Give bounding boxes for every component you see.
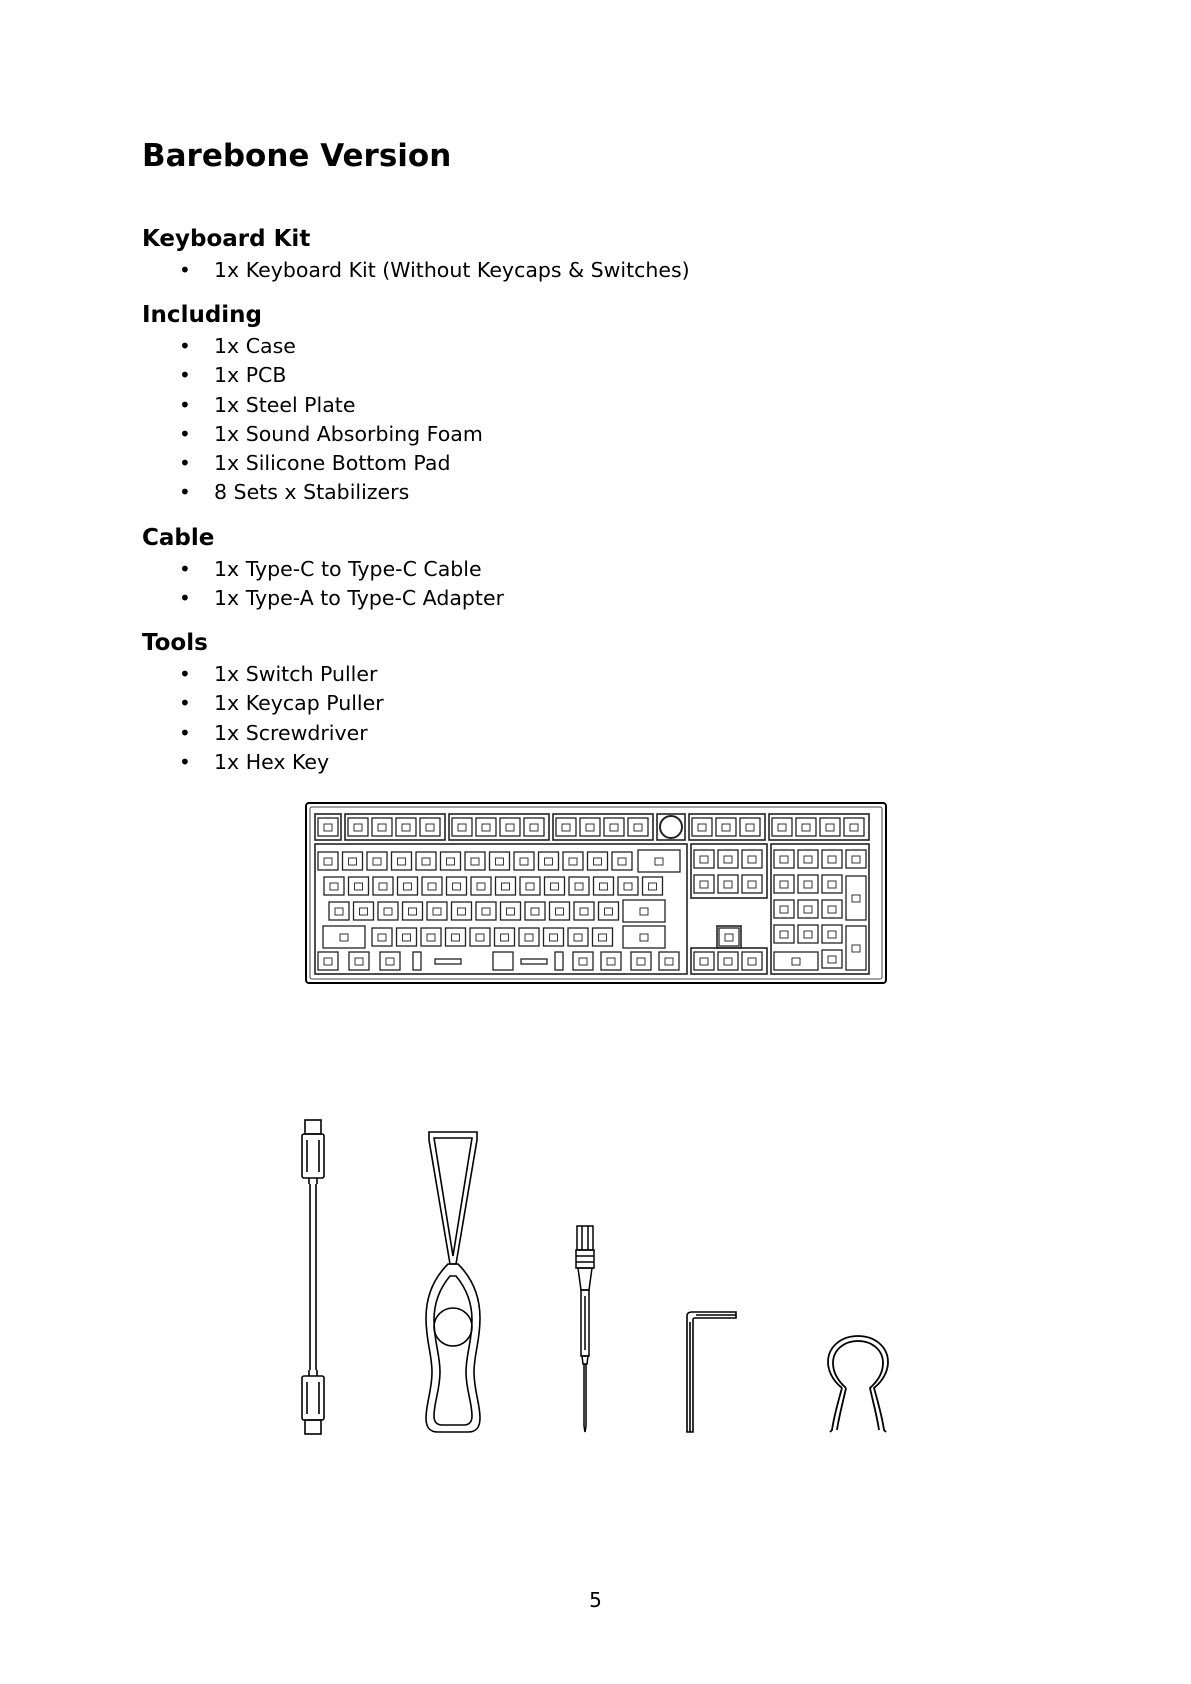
key-outline (563, 852, 583, 870)
switch-cutout (360, 908, 368, 915)
key-outline (692, 818, 712, 836)
key-outline (471, 877, 491, 895)
switch-cutout (458, 824, 466, 831)
switch-cutout (748, 881, 756, 888)
switch-cutout (506, 824, 514, 831)
key-outline (796, 818, 816, 836)
section-cable (142, 521, 504, 614)
key-outline (846, 876, 866, 920)
switch-cutout (556, 908, 564, 915)
switch-cutout (569, 858, 577, 865)
section-heading: Including (142, 302, 263, 328)
switch-cutout (698, 824, 706, 831)
switch-cutout (355, 883, 363, 890)
switch-cutout (852, 895, 860, 902)
switch-cutout (324, 958, 332, 965)
switch-cutout (852, 945, 860, 952)
space-row-outline (521, 959, 547, 964)
switch-cutout (340, 934, 348, 941)
key-outline (694, 875, 714, 893)
section-keyboard-kit (142, 222, 690, 285)
key-outline (742, 850, 762, 868)
key-outline (774, 925, 794, 943)
switch-cutout (579, 958, 587, 965)
switch-cutout (404, 883, 412, 890)
switch-cutout (476, 934, 484, 941)
switch-cutout (724, 856, 732, 863)
key-outline (716, 818, 736, 836)
key-outline (601, 952, 621, 970)
key-outline (465, 852, 485, 870)
switch-cutout (525, 934, 533, 941)
key-outline (718, 850, 738, 868)
switch-cutout (780, 931, 788, 938)
key-outline (694, 850, 714, 868)
key-outline (524, 818, 544, 836)
switch-cutout (482, 824, 490, 831)
list-item: • 1x Sound Absorbing Foam (142, 420, 483, 449)
key-outline (822, 850, 842, 868)
key-outline (420, 818, 440, 836)
section-tools (142, 626, 384, 777)
switch-cutout (562, 824, 570, 831)
key-outline (623, 926, 665, 948)
hex-key-illustration (684, 1310, 738, 1436)
switch-cutout (458, 908, 466, 915)
switch-cutout (778, 824, 786, 831)
key-outline (520, 877, 540, 895)
usb-c-cable-illustration (300, 1118, 326, 1436)
switch-cutout (402, 824, 410, 831)
key-outline (446, 928, 466, 946)
key-outline (323, 926, 365, 948)
key-outline (638, 850, 680, 872)
key-outline (612, 852, 632, 870)
key-outline (447, 877, 467, 895)
switch-cutout (551, 883, 559, 890)
key-outline (798, 900, 818, 918)
switch-cutout (545, 858, 553, 865)
key-outline (496, 877, 516, 895)
key-outline (822, 925, 842, 943)
switch-cutout (409, 908, 417, 915)
key-outline (740, 818, 760, 836)
key-outline (569, 877, 589, 895)
key-outline (774, 952, 818, 970)
switch-cutout (482, 908, 490, 915)
page-number: 5 (589, 1588, 602, 1612)
key-outline (774, 900, 794, 918)
list-item: • 1x Type-A to Type-C Adapter (142, 584, 504, 613)
key-outline (403, 902, 423, 920)
switch-cutout (624, 883, 632, 890)
switch-cutout (447, 858, 455, 865)
key-outline (421, 928, 441, 946)
item-list (142, 332, 483, 508)
keycap-puller-illustration (420, 1128, 486, 1436)
switch-cutout (531, 908, 539, 915)
screwdriver-illustration (574, 1224, 596, 1436)
switch-cutout (599, 934, 607, 941)
key-outline (392, 852, 412, 870)
key-group-frame (691, 844, 767, 898)
key-outline (452, 902, 472, 920)
switch-cutout (496, 858, 504, 865)
key-outline (772, 818, 792, 836)
switch-cutout (453, 883, 461, 890)
key-outline (367, 852, 387, 870)
list-item: • 1x Hex Key (142, 748, 384, 777)
switch-puller-illustration (826, 1334, 890, 1436)
space-row-outline (493, 952, 513, 970)
switch-cutout (618, 858, 626, 865)
switch-cutout (780, 856, 788, 863)
key-outline (718, 952, 738, 970)
list-item: • 1x Keycap Puller (142, 689, 384, 718)
volume-knob (660, 816, 682, 838)
key-outline (427, 902, 447, 920)
key-outline (519, 928, 539, 946)
key-outline (742, 875, 762, 893)
list-item: • 1x Silicone Bottom Pad (142, 449, 483, 478)
key-outline (495, 928, 515, 946)
key-outline (798, 925, 818, 943)
key-outline (719, 928, 739, 946)
switch-cutout (530, 824, 538, 831)
switch-cutout (594, 858, 602, 865)
switch-cutout (828, 906, 836, 913)
switch-cutout (471, 858, 479, 865)
key-outline (623, 900, 665, 922)
page-title: Barebone Version (142, 138, 452, 174)
key-outline (798, 850, 818, 868)
switch-cutout (850, 824, 858, 831)
key-outline (318, 818, 338, 836)
switch-cutout (428, 883, 436, 890)
list-item: • 1x Switch Puller (142, 660, 384, 689)
key-outline (349, 877, 369, 895)
switch-cutout (349, 858, 357, 865)
item-list (142, 555, 504, 614)
key-outline (349, 952, 369, 970)
switch-cutout (637, 958, 645, 965)
key-outline (372, 928, 392, 946)
key-outline (343, 852, 363, 870)
section-heading: Keyboard Kit (142, 226, 311, 252)
switch-cutout (852, 856, 860, 863)
switch-cutout (502, 883, 510, 890)
space-row-outline (435, 959, 461, 964)
key-outline (422, 877, 442, 895)
key-outline (618, 877, 638, 895)
key-outline (659, 952, 679, 970)
key-outline (324, 877, 344, 895)
switch-cutout (355, 958, 363, 965)
switch-cutout (828, 956, 836, 963)
switch-cutout (802, 824, 810, 831)
section-including (142, 298, 483, 508)
item-list (142, 660, 384, 777)
switch-cutout (586, 824, 594, 831)
switch-cutout (403, 934, 411, 941)
key-outline (329, 902, 349, 920)
key-group-frame (771, 844, 869, 974)
key-outline (628, 818, 648, 836)
switch-cutout (826, 824, 834, 831)
key-outline (380, 952, 400, 970)
switch-cutout (746, 824, 754, 831)
switch-cutout (610, 824, 618, 831)
switch-cutout (780, 906, 788, 913)
switch-cutout (748, 856, 756, 863)
key-outline (631, 952, 651, 970)
switch-cutout (605, 908, 613, 915)
switch-cutout (724, 958, 732, 965)
key-group-frame (717, 926, 741, 948)
list-item: • 1x Case (142, 332, 483, 361)
key-outline (820, 818, 840, 836)
section-heading: Cable (142, 525, 215, 551)
switch-cutout (700, 856, 708, 863)
switch-cutout (600, 883, 608, 890)
key-outline (556, 818, 576, 836)
switch-cutout (574, 934, 582, 941)
switch-cutout (640, 908, 648, 915)
switch-cutout (386, 958, 394, 965)
key-outline (500, 818, 520, 836)
key-outline (318, 952, 338, 970)
item-list (142, 256, 690, 285)
key-outline (594, 877, 614, 895)
switch-cutout (452, 934, 460, 941)
key-outline (545, 877, 565, 895)
list-item: • 8 Sets x Stabilizers (142, 478, 483, 507)
key-outline (599, 902, 619, 920)
switch-cutout (373, 858, 381, 865)
switch-cutout (792, 958, 800, 965)
key-outline (318, 852, 338, 870)
key-outline (593, 928, 613, 946)
switch-cutout (427, 934, 435, 941)
switch-cutout (804, 931, 812, 938)
list-item: • 1x Type-C to Type-C Cable (142, 555, 504, 584)
key-outline (574, 902, 594, 920)
switch-cutout (378, 934, 386, 941)
key-outline (397, 928, 417, 946)
key-outline (348, 818, 368, 836)
key-outline (372, 818, 392, 836)
key-outline (568, 928, 588, 946)
keyboard-plate-illustration (305, 802, 887, 984)
key-outline (378, 902, 398, 920)
key-outline (588, 852, 608, 870)
key-outline (643, 877, 663, 895)
key-outline (844, 818, 864, 836)
key-outline (396, 818, 416, 836)
key-outline (573, 952, 593, 970)
switch-cutout (748, 958, 756, 965)
switch-cutout (780, 881, 788, 888)
key-outline (354, 902, 374, 920)
switch-cutout (422, 858, 430, 865)
switch-cutout (378, 824, 386, 831)
space-row-outline (555, 952, 563, 970)
switch-cutout (634, 824, 642, 831)
switch-cutout (700, 881, 708, 888)
key-outline (373, 877, 393, 895)
switch-cutout (335, 908, 343, 915)
key-outline (452, 818, 472, 836)
key-outline (822, 950, 842, 968)
key-outline (742, 952, 762, 970)
key-outline (514, 852, 534, 870)
section-heading: Tools (142, 630, 208, 656)
switch-cutout (722, 824, 730, 831)
key-outline (476, 818, 496, 836)
switch-cutout (828, 856, 836, 863)
switch-cutout (828, 931, 836, 938)
switch-cutout (804, 906, 812, 913)
switch-cutout (804, 856, 812, 863)
key-outline (501, 902, 521, 920)
key-outline (398, 877, 418, 895)
switch-cutout (724, 881, 732, 888)
switch-cutout (804, 881, 812, 888)
switch-cutout (700, 958, 708, 965)
key-outline (822, 875, 842, 893)
key-outline (525, 902, 545, 920)
switch-cutout (477, 883, 485, 890)
switch-cutout (398, 858, 406, 865)
key-outline (694, 952, 714, 970)
switch-cutout (324, 858, 332, 865)
key-outline (604, 818, 624, 836)
switch-cutout (520, 858, 528, 865)
key-outline (846, 850, 866, 868)
list-item: • 1x PCB (142, 361, 483, 390)
switch-cutout (501, 934, 509, 941)
switch-cutout (324, 824, 332, 831)
switch-cutout (550, 934, 558, 941)
switch-cutout (433, 908, 441, 915)
switch-cutout (607, 958, 615, 965)
key-group-frame (657, 814, 685, 840)
key-outline (798, 875, 818, 893)
switch-cutout (526, 883, 534, 890)
key-outline (846, 926, 866, 970)
list-item: • 1x Steel Plate (142, 391, 483, 420)
key-outline (774, 850, 794, 868)
list-item: • 1x Keyboard Kit (Without Keycaps & Switches) (142, 256, 690, 285)
switch-cutout (379, 883, 387, 890)
list-item: • 1x Screwdriver (142, 719, 384, 748)
switch-cutout (665, 958, 673, 965)
key-outline (539, 852, 559, 870)
switch-cutout (655, 858, 663, 865)
switch-cutout (354, 824, 362, 831)
key-outline (441, 852, 461, 870)
switch-cutout (330, 883, 338, 890)
key-outline (544, 928, 564, 946)
switch-cutout (507, 908, 515, 915)
key-outline (822, 900, 842, 918)
key-outline (774, 875, 794, 893)
switch-cutout (426, 824, 434, 831)
switch-cutout (384, 908, 392, 915)
key-outline (580, 818, 600, 836)
switch-cutout (828, 881, 836, 888)
space-row-outline (413, 952, 421, 970)
switch-cutout (640, 934, 648, 941)
key-outline (718, 875, 738, 893)
switch-cutout (649, 883, 657, 890)
key-outline (550, 902, 570, 920)
switch-cutout (580, 908, 588, 915)
key-outline (476, 902, 496, 920)
key-outline (470, 928, 490, 946)
key-outline (416, 852, 436, 870)
switch-cutout (725, 934, 733, 941)
switch-cutout (575, 883, 583, 890)
key-outline (490, 852, 510, 870)
